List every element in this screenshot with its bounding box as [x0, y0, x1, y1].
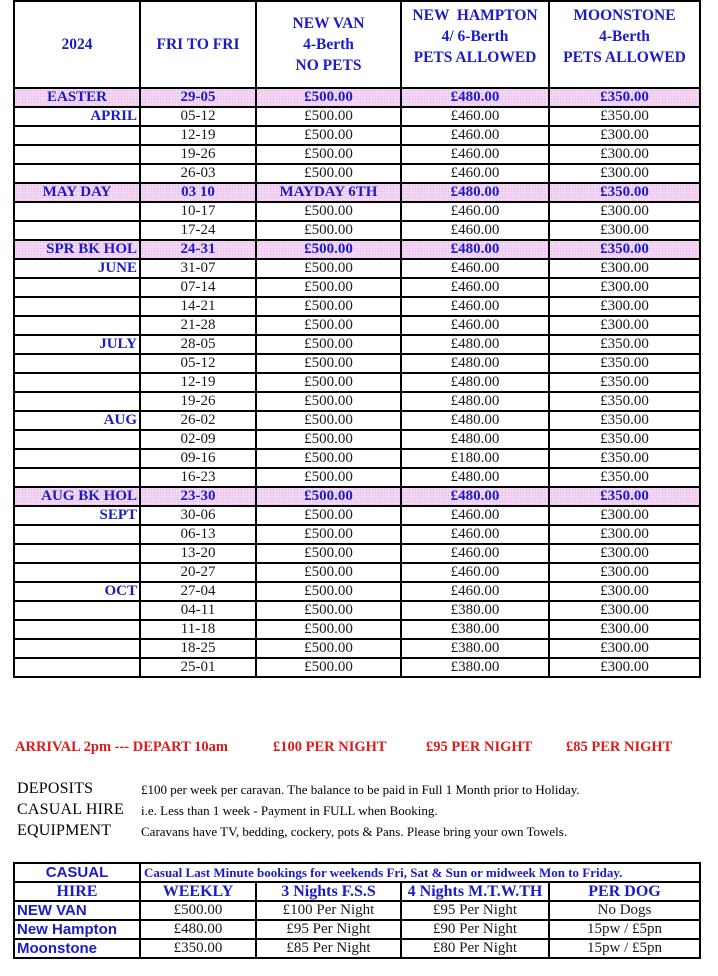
price-new-van: £500.00 [256, 145, 401, 164]
price-new-van: £500.00 [256, 430, 401, 449]
casual-3-nights: £95 Per Night [256, 920, 401, 939]
casual-3-nights: £100 Per Night [256, 901, 401, 920]
price-moonstone: £300.00 [549, 582, 700, 601]
price-row [14, 126, 700, 145]
price-new-hampton: £460.00 [401, 278, 549, 297]
price-new-hampton: £480.00 [401, 240, 549, 259]
price-new-van: £500.00 [256, 297, 401, 316]
season-label [14, 658, 140, 677]
casual-per-dog: 15pw / £5pn [549, 939, 700, 958]
season-label: AUG [14, 411, 140, 430]
price-row [14, 278, 700, 297]
price-moonstone: £300.00 [549, 639, 700, 658]
price-moonstone: £350.00 [549, 392, 700, 411]
casual-title: CASUAL [14, 863, 140, 882]
price-moonstone: £300.00 [549, 620, 700, 639]
price-footer [14, 739, 704, 759]
season-label [14, 278, 140, 297]
season-label [14, 601, 140, 620]
price-new-van: £500.00 [256, 335, 401, 354]
date-range: 26-02 [140, 411, 256, 430]
casual-van-name: NEW VAN [14, 901, 140, 920]
price-moonstone: £300.00 [549, 525, 700, 544]
date-range: 26-03 [140, 164, 256, 183]
note-value: i.e. Less than 1 week - Payment in FULL when Booking. [141, 803, 438, 818]
price-new-hampton: £460.00 [401, 525, 549, 544]
casual-per-dog: 15pw / £5pn [549, 920, 700, 939]
casual-description: Casual Last Minute bookings for weekends Fri, Sat & Sun or midweek Mon to Friday. [140, 863, 700, 882]
season-label: JUNE [14, 259, 140, 278]
new-hampton-nightly-rate: £95 PER NIGHT [426, 739, 533, 755]
price-moonstone: £350.00 [549, 183, 700, 202]
casual-weekly: £500.00 [140, 901, 256, 920]
price-new-hampton: £480.00 [401, 354, 549, 373]
date-range: 05-12 [140, 107, 256, 126]
date-range: 23-30 [140, 487, 256, 506]
casual-row [14, 901, 700, 920]
season-label [14, 164, 140, 183]
price-new-hampton: £480.00 [401, 392, 549, 411]
price-new-van: £500.00 [256, 107, 401, 126]
price-row [14, 639, 700, 658]
date-range: 13-20 [140, 544, 256, 563]
price-new-hampton: £460.00 [401, 563, 549, 582]
price-row [14, 335, 700, 354]
season-label [14, 525, 140, 544]
season-label [14, 202, 140, 221]
price-new-hampton: £460.00 [401, 544, 549, 563]
price-moonstone: £350.00 [549, 468, 700, 487]
season-label: SPR BK HOL [14, 240, 140, 259]
date-range: 07-14 [140, 278, 256, 297]
season-label [14, 354, 140, 373]
date-range: 05-12 [140, 354, 256, 373]
season-label [14, 449, 140, 468]
date-range: 12-19 [140, 126, 256, 145]
price-new-van: £500.00 [256, 468, 401, 487]
price-new-hampton: £460.00 [401, 316, 549, 335]
casual-van-name: Moonstone [14, 939, 140, 958]
date-range: 11-18 [140, 620, 256, 639]
moonstone-nightly-rate: £85 PER NIGHT [566, 739, 673, 755]
price-new-van: £500.00 [256, 392, 401, 411]
price-new-van: MAYDAY 6TH [256, 183, 401, 202]
header-new-van-berth: 4-Berth [303, 36, 354, 53]
price-moonstone: £350.00 [549, 354, 700, 373]
casual-van-name: New Hampton [14, 920, 140, 939]
season-label: JULY [14, 335, 140, 354]
price-new-van: £500.00 [256, 601, 401, 620]
price-row [14, 563, 700, 582]
price-new-van: £500.00 [256, 126, 401, 145]
price-new-hampton: £480.00 [401, 430, 549, 449]
season-label [14, 430, 140, 449]
note-key: DEPOSITS [17, 780, 94, 797]
season-label [14, 297, 140, 316]
price-row [14, 183, 700, 202]
price-new-van: £500.00 [256, 316, 401, 335]
date-range: 19-26 [140, 392, 256, 411]
price-new-hampton: £380.00 [401, 620, 549, 639]
price-moonstone: £300.00 [549, 221, 700, 240]
price-new-hampton: £460.00 [401, 107, 549, 126]
price-row [14, 430, 700, 449]
price-new-van: £500.00 [256, 506, 401, 525]
price-row [14, 240, 700, 259]
note-casual-hire [17, 801, 707, 822]
price-moonstone: £300.00 [549, 601, 700, 620]
date-range: 24-31 [140, 240, 256, 259]
header-new-hampton-name: NEW HAMPTON [412, 7, 538, 24]
price-row [14, 506, 700, 525]
header-year: 2024 [14, 1, 140, 88]
date-range: 02-09 [140, 430, 256, 449]
price-new-van: £500.00 [256, 221, 401, 240]
casual-hire-table [13, 862, 701, 959]
price-row [14, 259, 700, 278]
casual-header-per-dog: PER DOG [549, 882, 700, 901]
price-new-van: £500.00 [256, 164, 401, 183]
date-range: 25-01 [140, 658, 256, 677]
header-moonstone-berth: 4-Berth [599, 28, 650, 45]
season-label [14, 392, 140, 411]
price-new-hampton: £460.00 [401, 259, 549, 278]
note-key: CASUAL HIRE [17, 801, 124, 818]
price-table-header [14, 1, 700, 88]
date-range: 09-16 [140, 449, 256, 468]
price-new-van: £500.00 [256, 487, 401, 506]
price-moonstone: £300.00 [549, 658, 700, 677]
price-new-van: £500.00 [256, 582, 401, 601]
date-range: 04-11 [140, 601, 256, 620]
price-moonstone: £300.00 [549, 563, 700, 582]
price-row [14, 392, 700, 411]
season-label [14, 639, 140, 658]
header-moonstone-name: MOONSTONE [573, 7, 676, 24]
price-moonstone: £300.00 [549, 278, 700, 297]
price-row [14, 202, 700, 221]
season-label [14, 221, 140, 240]
season-label [14, 620, 140, 639]
price-row [14, 164, 700, 183]
date-range: 30-06 [140, 506, 256, 525]
price-new-hampton: £460.00 [401, 126, 549, 145]
price-row [14, 620, 700, 639]
terms-notes [17, 780, 707, 843]
note-deposits [17, 780, 707, 801]
casual-header-hire: HIRE [14, 882, 140, 901]
casual-header-weekly: WEEKLY [140, 882, 256, 901]
date-range: 10-17 [140, 202, 256, 221]
price-new-van: £500.00 [256, 354, 401, 373]
casual-header-row [14, 882, 700, 901]
casual-4-nights: £90 Per Night [401, 920, 549, 939]
price-new-van: £500.00 [256, 449, 401, 468]
price-row [14, 107, 700, 126]
season-label: OCT [14, 582, 140, 601]
date-range: 12-19 [140, 373, 256, 392]
new-van-nightly-rate: £100 PER NIGHT [273, 739, 387, 755]
date-range: 03 10 [140, 183, 256, 202]
price-new-hampton: £380.00 [401, 639, 549, 658]
price-new-van: £500.00 [256, 639, 401, 658]
price-moonstone: £350.00 [549, 335, 700, 354]
casual-weekly: £350.00 [140, 939, 256, 958]
date-range: 14-21 [140, 297, 256, 316]
price-row [14, 221, 700, 240]
price-moonstone: £350.00 [549, 240, 700, 259]
season-label [14, 563, 140, 582]
price-new-van: £500.00 [256, 373, 401, 392]
price-moonstone: £300.00 [549, 506, 700, 525]
price-moonstone: £300.00 [549, 297, 700, 316]
header-moonstone [549, 1, 700, 88]
price-row [14, 658, 700, 677]
price-new-hampton: £460.00 [401, 297, 549, 316]
price-new-van: £500.00 [256, 411, 401, 430]
price-new-van: £500.00 [256, 88, 401, 107]
price-moonstone: £350.00 [549, 88, 700, 107]
casual-weekly: £480.00 [140, 920, 256, 939]
date-range: 31-07 [140, 259, 256, 278]
casual-row [14, 939, 700, 958]
date-range: 06-13 [140, 525, 256, 544]
price-row [14, 449, 700, 468]
note-key: EQUIPMENT [17, 822, 112, 839]
header-moonstone-pets: PETS ALLOWED [563, 49, 686, 66]
price-new-hampton: £460.00 [401, 582, 549, 601]
note-value: Caravans have TV, bedding, cockery, pots & Pans. Please bring your own Towels. [141, 824, 568, 839]
price-new-hampton: £480.00 [401, 468, 549, 487]
price-row [14, 316, 700, 335]
price-row [14, 411, 700, 430]
price-moonstone: £350.00 [549, 107, 700, 126]
price-new-hampton: £480.00 [401, 487, 549, 506]
price-new-hampton: £380.00 [401, 601, 549, 620]
date-range: 18-25 [140, 639, 256, 658]
date-range: 28-05 [140, 335, 256, 354]
price-new-hampton: £380.00 [401, 658, 549, 677]
price-moonstone: £300.00 [549, 316, 700, 335]
date-range: 29-05 [140, 88, 256, 107]
date-range: 21-28 [140, 316, 256, 335]
season-label [14, 544, 140, 563]
price-new-hampton: £460.00 [401, 202, 549, 221]
price-row [14, 601, 700, 620]
season-label: AUG BK HOL [14, 487, 140, 506]
note-equipment [17, 822, 707, 843]
price-new-hampton: £460.00 [401, 221, 549, 240]
date-range: 27-04 [140, 582, 256, 601]
price-new-van: £500.00 [256, 563, 401, 582]
date-range: 17-24 [140, 221, 256, 240]
header-new-van-pets: NO PETS [295, 57, 362, 74]
price-moonstone: £300.00 [549, 145, 700, 164]
price-row [14, 297, 700, 316]
price-row [14, 544, 700, 563]
header-new-hampton [401, 1, 549, 88]
price-row [14, 525, 700, 544]
price-row [14, 373, 700, 392]
season-label [14, 468, 140, 487]
casual-header-3-nights: 3 Nights F.S.S [256, 882, 401, 901]
price-moonstone: £350.00 [549, 373, 700, 392]
price-new-van: £500.00 [256, 525, 401, 544]
casual-row [14, 920, 700, 939]
price-new-hampton: £480.00 [401, 88, 549, 107]
price-table-body [14, 88, 700, 677]
season-label: APRIL [14, 107, 140, 126]
price-new-van: £500.00 [256, 240, 401, 259]
price-new-van: £500.00 [256, 658, 401, 677]
date-range: 20-27 [140, 563, 256, 582]
note-value: £100 per week per caravan. The balance to be paid in Full 1 Month prior to Holiday. [141, 782, 580, 797]
price-new-van: £500.00 [256, 202, 401, 221]
price-moonstone: £350.00 [549, 430, 700, 449]
header-new-hampton-berth: 4/ 6-Berth [441, 28, 509, 45]
price-moonstone: £300.00 [549, 164, 700, 183]
season-label [14, 126, 140, 145]
price-moonstone: £350.00 [549, 449, 700, 468]
price-row [14, 354, 700, 373]
casual-4-nights: £95 Per Night [401, 901, 549, 920]
casual-title-row [14, 863, 700, 882]
date-range: 16-23 [140, 468, 256, 487]
header-period: FRI TO FRI [140, 1, 256, 88]
price-new-hampton: £460.00 [401, 506, 549, 525]
season-label: EASTER [14, 88, 140, 107]
price-moonstone: £300.00 [549, 126, 700, 145]
casual-per-dog: No Dogs [549, 901, 700, 920]
casual-3-nights: £85 Per Night [256, 939, 401, 958]
price-row [14, 88, 700, 107]
price-new-hampton: £460.00 [401, 145, 549, 164]
season-label [14, 373, 140, 392]
price-row [14, 145, 700, 164]
price-new-hampton: £480.00 [401, 183, 549, 202]
header-new-hampton-pets: PETS ALLOWED [413, 49, 537, 66]
price-new-hampton: £460.00 [401, 164, 549, 183]
header-new-van [256, 1, 401, 88]
price-moonstone: £300.00 [549, 544, 700, 563]
price-moonstone: £300.00 [549, 259, 700, 278]
date-range: 19-26 [140, 145, 256, 164]
price-moonstone: £350.00 [549, 411, 700, 430]
price-new-van: £500.00 [256, 620, 401, 639]
price-moonstone: £300.00 [549, 202, 700, 221]
season-label [14, 145, 140, 164]
price-new-van: £500.00 [256, 544, 401, 563]
price-row [14, 487, 700, 506]
price-new-hampton: £480.00 [401, 373, 549, 392]
casual-header-4-nights: 4 Nights M.T.W.TH [401, 882, 549, 901]
header-new-van-name: NEW VAN [292, 15, 365, 32]
price-moonstone: £350.00 [549, 487, 700, 506]
season-label: SEPT [14, 506, 140, 525]
casual-4-nights: £80 Per Night [401, 939, 549, 958]
price-new-van: £500.00 [256, 259, 401, 278]
price-row [14, 582, 700, 601]
price-table [13, 0, 701, 678]
price-new-hampton: £180.00 [401, 449, 549, 468]
season-label: MAY DAY [14, 183, 140, 202]
season-label [14, 316, 140, 335]
price-new-hampton: £480.00 [401, 411, 549, 430]
price-row [14, 468, 700, 487]
price-new-hampton: £480.00 [401, 335, 549, 354]
price-new-van: £500.00 [256, 278, 401, 297]
arrival-departure-text: ARRIVAL 2pm --- DEPART 10am [15, 739, 228, 755]
